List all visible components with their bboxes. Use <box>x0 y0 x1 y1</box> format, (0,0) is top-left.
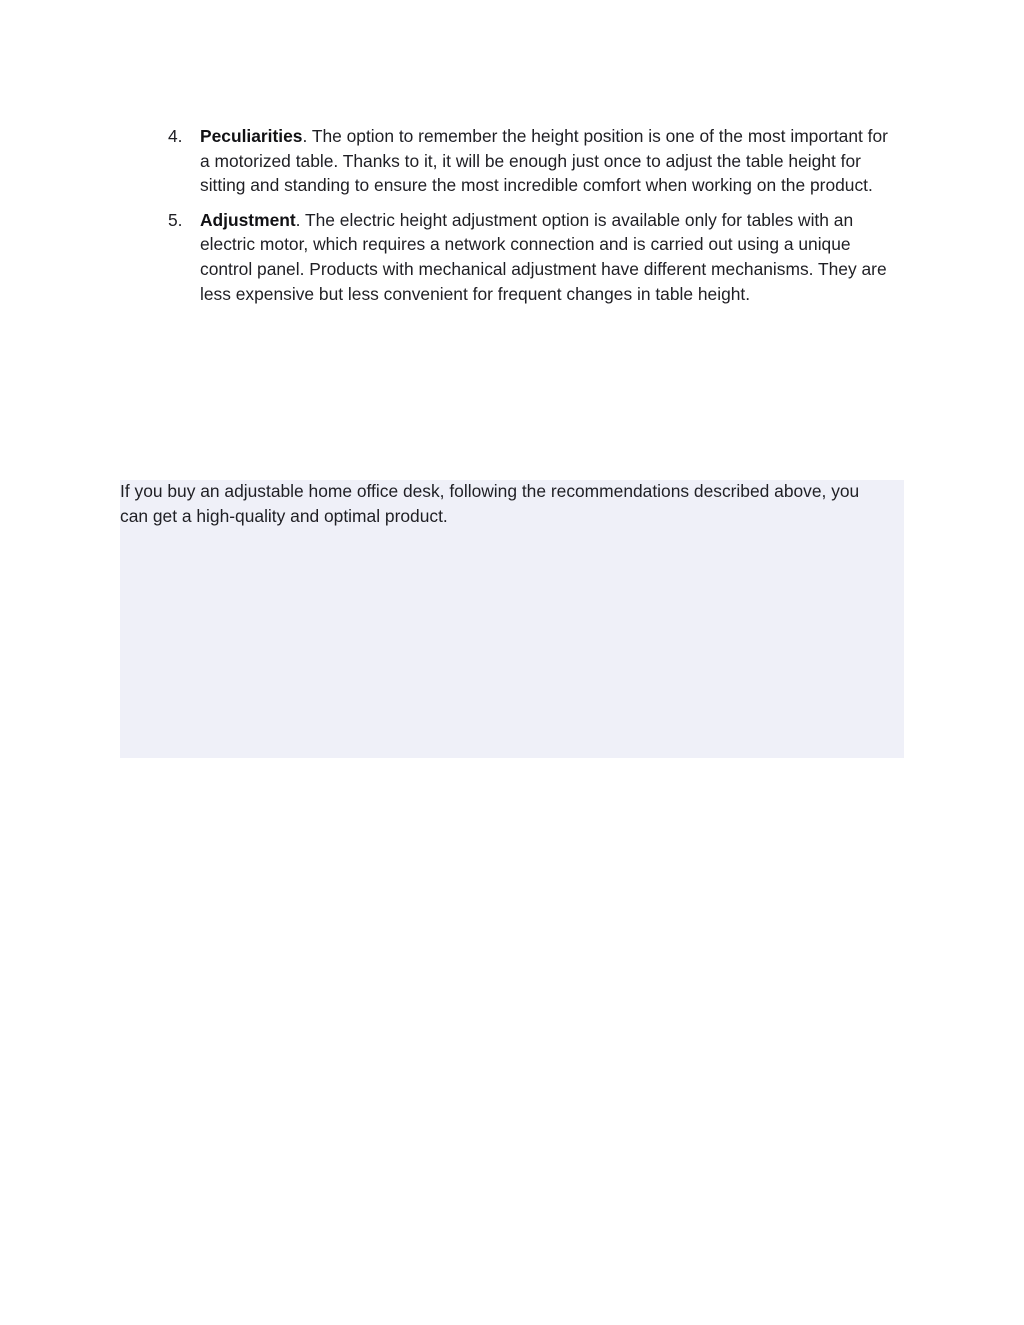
list-item-text: . The option to remember the height position is one of the most important for a motorized table. Thanks to it, it will be enough just once to adjust the table height for sitting and standing to ensure the most incredible comfort when working on the product. <box>200 126 888 196</box>
list-item-term: Adjustment <box>200 209 296 230</box>
list-item-number: 5. <box>168 209 183 230</box>
list-item-text: . The electric height adjustment option is available only for tables with an electric motor, which requires a network connection and is carried out using a unique control panel. Products with mechanical adjustment have different mechanisms. They are less expensive but less convenient for frequent changes in table height. <box>200 209 887 304</box>
list-item <box>168 124 898 198</box>
list-item-term: Peculiarities <box>200 126 303 146</box>
list-item <box>168 208 898 306</box>
list-item-number: 4. <box>168 126 183 146</box>
callout-box <box>120 480 904 758</box>
callout-text: If you buy an adjustable home office desk, following the recommendations described above, you can get a high-quality and optimal product. <box>120 481 860 526</box>
numbered-list <box>168 124 898 316</box>
